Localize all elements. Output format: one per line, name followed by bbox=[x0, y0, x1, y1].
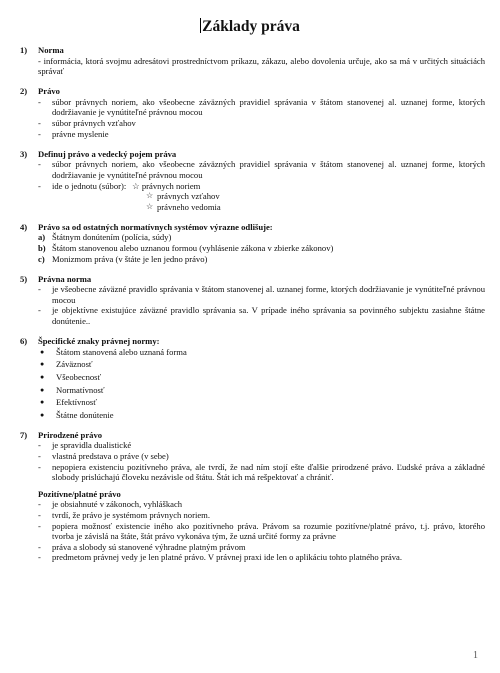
document-body bbox=[20, 45, 485, 570]
sub-list-item: ☆ právnych vzťahov bbox=[146, 191, 220, 202]
bullet-icon: ● bbox=[40, 385, 45, 394]
section-heading: Prirodzené právo bbox=[38, 429, 103, 440]
list-item: b) Štátom stanovenou alebo uznanou formou (vyhlásenie zákona v zbierke zákonov) bbox=[38, 243, 334, 253]
bullet-icon: ● bbox=[40, 347, 45, 356]
subsection-heading: Pozitívne/platné právo bbox=[38, 488, 121, 499]
list-item: - tvrdí, že právo je systémom právnych noriem. bbox=[38, 509, 210, 520]
sub-list-item: ☆ právneho vedomia bbox=[146, 201, 221, 212]
section-pravo: 2) Právo - súbor právnych noriem, ako všeobecne záväzných pravidiel správania v štátom stanovenej al. uznanej forme, ktorých dodržiavanie je vynútiteľné právnou mocou - súbor právnych vzťahov - právne myslenie bbox=[20, 86, 485, 139]
list-item: - predmetom právnej vedy je len platné právo. V právnej praxi ide len o aplikáciu tohto platného práva. bbox=[38, 552, 403, 563]
section-specificke-znaky: 6) Špecifické znaky právnej normy: ● Štátom stanovená alebo uznaná forma ● Záväznosť ● Všeobecnosť ● Normatívnosť ● Efektívnosť ● Štátne donútenie bbox=[20, 336, 485, 420]
star-icon: ☆ bbox=[146, 191, 154, 201]
section-pravna-norma: 5) Právna norma - je všeobecne záväzné pravidlo správania v štátom stanovenej al. uznanej forme, ktorých dodržiavanie je vynútiteľné právnou mocou - je objektívne existujúce záväzné pravidlo správania sa. V prípade iného správania sa povinného subjektu zasiahne štátne donútenie.. bbox=[20, 273, 485, 327]
bullet-icon: ● bbox=[40, 360, 45, 369]
list-item: - nepopiera existenciu pozitívneho práva, ale tvrdí, že nad ním stojí ešte ďalšie prirodzené právo. Ľudské práva a základné slobody prislúchajú človeku nezávisle od štátu. Štát ich má rešpektovať a chrániť. bbox=[38, 461, 485, 483]
list-item: - vlastná predstava o práve (v sebe) bbox=[38, 451, 169, 461]
list-item: - súbor právnych noriem, ako všeobecne záväzných pravidiel správania v štátom stanovenej al. uznanej forme, ktorých dodržiavanie je vynútiteľné právnou mocou bbox=[38, 96, 485, 118]
bullet-icon: ● bbox=[40, 372, 45, 381]
list-item: - práva a slobody sú stanovené výhradne platným právom bbox=[38, 541, 246, 552]
list-item: - je obsiahnuté v zákonoch, vyhláškach bbox=[38, 499, 183, 510]
section-heading: Právo sa od ostatných normatívnych systémov výrazne odlišuje: bbox=[38, 221, 273, 232]
list-item: - je spravidla dualistické bbox=[38, 440, 132, 451]
section-heading: Definuj právo a vedecký pojem práva bbox=[38, 148, 177, 159]
bullet-icon: ● bbox=[40, 398, 45, 407]
list-item: - popiera možnosť existencie iného ako pozitívneho práva. Právom sa rozumie pozitívne/platné právo, t.j. právo, ktorého tvorba je závislá na štáte, štát právo vykonáva tým, že uzná určité formy za právne bbox=[38, 520, 485, 542]
document-title: Základy práva bbox=[202, 18, 300, 35]
section-heading: Špecifické znaky právnej normy: bbox=[38, 336, 160, 347]
section-prirodzene-pravo: 7) Prirodzené právo - je spravidla dualistické - vlastná predstava o práve (v sebe) - nepopiera existenciu pozitívneho práva, ale tvrdí, že nad ním stojí ešte ďalšie prirodzené právo. Ľudské práva a základné slobody prislúchajú človeku nezávisle od štátu. Štát ich má rešpektovať a chrániť. Pozitívne/platné právo - je obsiahnuté v zákonoch, vyhláškach - tvrdí, že právo je systémom právnych noriem. - popiera možnosť existencie iného ako pozitívneho práva. Právom sa rozumie pozitívne/platné právo, t.j. právo, ktorého tvorba je závislá na štáte, štát právo vykonáva tým, že uzná určité formy za právne - práva a slobody sú stanovené výhradne platným právom - predmetom právnej vedy je len platné právo. V právnej praxi ide len o aplikáciu tohto platného práva. bbox=[20, 429, 485, 563]
section-heading: Norma bbox=[38, 45, 64, 55]
star-icon: ☆ bbox=[146, 201, 154, 211]
section-norma: 1) Norma - informácia, ktorá svojmu adresátovi prostredníctvom príkazu, zákazu, alebo dovolenia určuje, ako sa má v určitých situáciách správať bbox=[20, 45, 485, 77]
list-item: - súbor právnych noriem, ako všeobecne záväzných pravidiel správania v štátom stanovenej al. uznanej forme, ktorých dodržiavanie je vynútiteľné právnou mocou bbox=[38, 159, 485, 180]
list-item: - je všeobecne záväzné pravidlo správania v štátom stanovenej al. uznanej forme, ktorých dodržiavanie je vynútiteľné právnou mocou bbox=[38, 284, 485, 305]
list-item: ● Všeobecnosť bbox=[40, 371, 102, 382]
section-heading: Právo bbox=[38, 86, 60, 97]
list-item: - je objektívne existujúce záväzné pravidlo správania sa. V prípade iného správania sa povinného subjektu zasiahne štátne donútenie.. bbox=[38, 305, 485, 327]
section-definuj-pravo: 3) Definuj právo a vedecký pojem práva - súbor právnych noriem, ako všeobecne záväzných pravidiel správania v štátom stanovenej al. uznanej forme, ktorých dodržiavanie je vynútiteľné právnou mocou - ide o jednotu (súbor): ☆ právnych noriem ☆ právnych vzťahov ☆ právneho vedomia bbox=[20, 148, 485, 212]
list-item: a) Štátnym donútením (polícia, súdy) bbox=[38, 232, 172, 243]
star-icon: ☆ bbox=[132, 180, 140, 191]
section-heading: Právna norma bbox=[38, 273, 92, 284]
list-item: c) Monizmom práva (v štáte je len jedno právo) bbox=[38, 253, 208, 264]
section-odlisnosti: 4) Právo sa od ostatných normatívnych systémov výrazne odlišuje: a) Štátnym donútením (polícia, súdy) b) Štátom stanovenou alebo uznanou formou (vyhlásenie zákona v zbierke zákonov) c) Monizmom práva (v štáte je len jedno právo) bbox=[20, 222, 485, 264]
list-item: ● Efektívnosť bbox=[40, 397, 97, 408]
list-item: - súbor právnych vzťahov bbox=[38, 118, 136, 129]
list-item: ● Štátne donútenie bbox=[40, 409, 114, 420]
bullet-icon: ● bbox=[40, 410, 45, 419]
page-number: 1 bbox=[473, 650, 478, 661]
list-item: ● Normatívnosť bbox=[40, 384, 105, 395]
list-item: - ide o jednotu (súbor): ☆ právnych noriem bbox=[38, 180, 201, 191]
list-item: ● Štátom stanovená alebo uznaná forma bbox=[40, 346, 187, 357]
list-item: - právne myslenie bbox=[38, 128, 109, 139]
list-item: ● Záväznosť bbox=[40, 359, 93, 370]
text-cursor bbox=[200, 18, 201, 33]
